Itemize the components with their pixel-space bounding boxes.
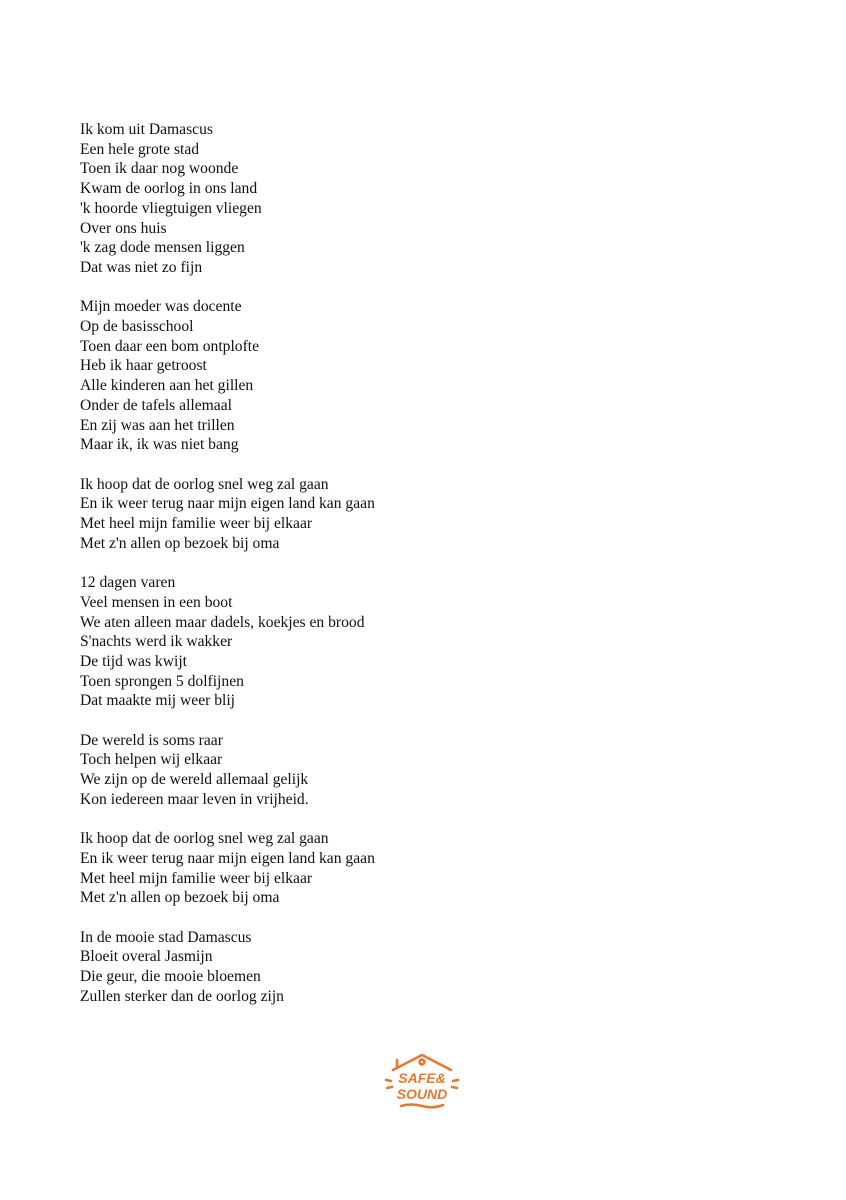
poem-line: Dat maakte mij weer blij	[80, 692, 236, 710]
poem-line: Mijn moeder was docente	[80, 298, 242, 316]
poem-line: De wereld is soms raar	[80, 731, 223, 749]
poem-line: En ik weer terug naar mijn eigen land kan gaan	[80, 495, 375, 513]
poem-line: Ik hoop dat de oorlog snel weg zal gaan	[80, 475, 329, 493]
poem-line: Zullen sterker dan de oorlog zijn	[80, 987, 284, 1005]
poem-line: Toch helpen wij elkaar	[80, 751, 223, 769]
poem-line: Dat was niet zo fijn	[80, 258, 203, 276]
poem-line: Op de basisschool	[80, 318, 194, 336]
stanza-2	[80, 297, 780, 455]
poem-line: In de mooie stad Damascus	[80, 928, 252, 946]
stanza-5	[80, 731, 780, 810]
poem-line: 'k zag dode mensen liggen	[80, 239, 245, 257]
poem	[80, 120, 780, 1026]
stanza-1	[80, 120, 780, 278]
poem-line: Toen sprongen 5 dolfijnen	[80, 672, 244, 690]
poem-line: En zij was aan het trillen	[80, 416, 235, 434]
poem-line: 12 dagen varen	[80, 574, 176, 592]
poem-line: Ik hoop dat de oorlog snel weg zal gaan	[80, 830, 329, 848]
poem-line: Die geur, die mooie bloemen	[80, 968, 261, 986]
stanza-7	[80, 928, 780, 1007]
poem-line: S'nachts werd ik wakker	[80, 633, 233, 651]
poem-line: 'k hoorde vliegtuigen vliegen	[80, 199, 262, 217]
poem-line: Veel mensen in een boot	[80, 593, 233, 611]
poem-line: Ik kom uit Damascus	[80, 121, 213, 138]
poem-line: We zijn op de wereld allemaal gelijk	[80, 771, 309, 789]
stanza-6-chorus	[80, 829, 780, 908]
poem-line: Over ons huis	[80, 219, 167, 237]
poem-line: Heb ik haar getroost	[80, 357, 207, 375]
poem-line: De tijd was kwijt	[80, 652, 187, 670]
poem-line: En ik weer terug naar mijn eigen land kan gaan	[80, 849, 375, 867]
poem-line: Onder de tafels allemaal	[80, 396, 232, 414]
poem-line: Toen ik daar nog woonde	[80, 160, 239, 178]
poem-line: Bloeit overal Jasmijn	[80, 948, 213, 966]
poem-line: Kon iedereen maar leven in vrijheid.	[80, 790, 309, 808]
poem-line: Kwam de oorlog in ons land	[80, 180, 258, 198]
poem-line: Met heel mijn familie weer bij elkaar	[80, 869, 313, 887]
poem-line: We aten alleen maar dadels, koekjes en brood	[80, 613, 365, 631]
logo-roof	[393, 1055, 451, 1070]
logo-ray	[386, 1080, 391, 1081]
poem-line: Met z'n allen op bezoek bij oma	[80, 889, 280, 907]
house-logo-icon	[383, 1050, 461, 1110]
logo-text-line1: SAFE&	[398, 1070, 446, 1086]
logo-underline	[401, 1105, 443, 1108]
logo-ray	[453, 1080, 458, 1081]
poem-line: Met z'n allen op bezoek bij oma	[80, 534, 280, 552]
stanza-3-chorus	[80, 475, 780, 554]
poem-line: Een hele grote stad	[80, 140, 200, 158]
poem-line: Met heel mijn familie weer bij elkaar	[80, 515, 313, 533]
safe-and-sound-logo	[383, 1050, 461, 1110]
stanza-4	[80, 573, 780, 711]
poem-line: Maar ik, ik was niet bang	[80, 436, 239, 454]
logo-ray	[387, 1087, 392, 1088]
poem-line: Toen daar een bom ontplofte	[80, 337, 260, 355]
logo-ray	[452, 1087, 457, 1088]
logo-text-line2: SOUND	[396, 1086, 448, 1102]
poem-line: Alle kinderen aan het gillen	[80, 377, 254, 395]
logo-window	[420, 1060, 425, 1065]
